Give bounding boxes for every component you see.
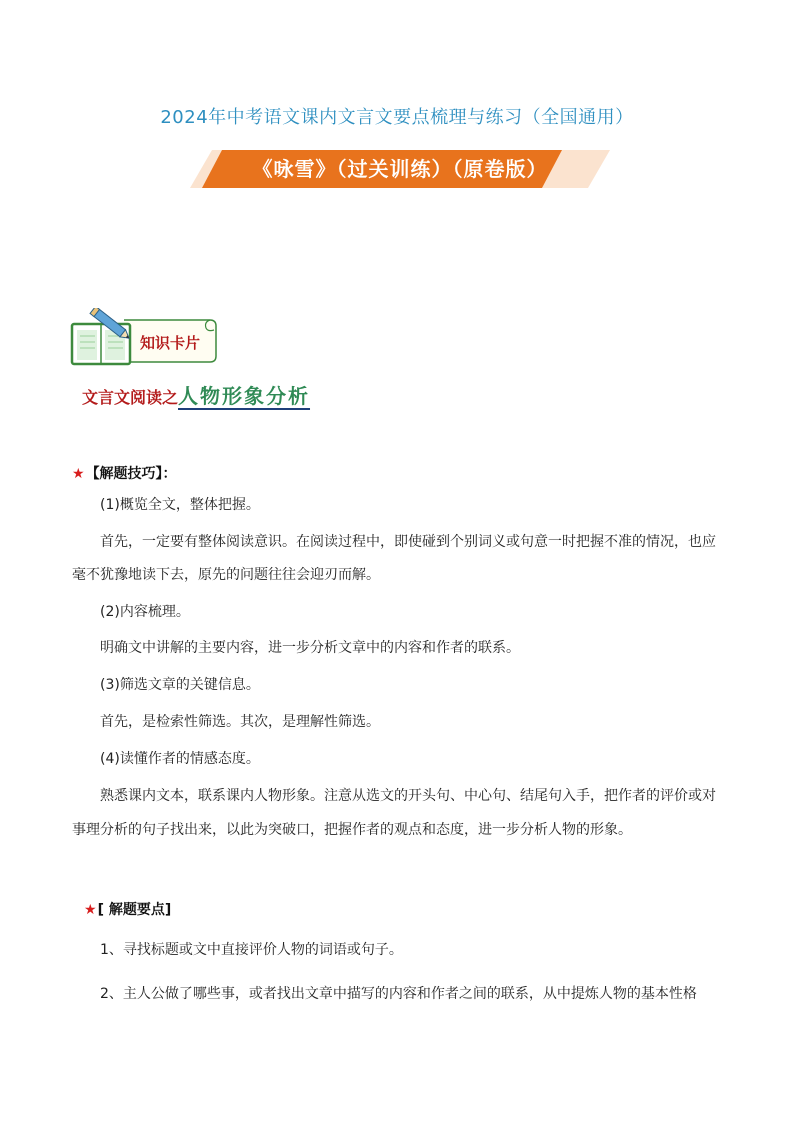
section-subheading (82, 380, 310, 408)
paragraph-line: 首先，是检索性筛选。其次，是理解性筛选。 (100, 714, 380, 730)
paragraph-line: 熟悉课内文本，联系课内人物形象。注意从选文的开头句、中心句、结尾句入手，把作者的评价或对 (100, 788, 716, 804)
knowledge-card-badge (68, 308, 218, 370)
paragraph-line: (1)概览全文，整体把握。 (100, 497, 260, 513)
paragraph-line: (4)读懂作者的情感态度。 (100, 751, 260, 767)
title-banner (190, 150, 610, 188)
tips-heading-text: 【解题技巧】： (85, 466, 177, 482)
knowledge-card-label: 知识卡片 (140, 334, 201, 352)
paragraph-line: 首先，一定要有整体阅读意识。在阅读过程中，即使碰到个别词义或句意一时把握不准的情况，也应 (100, 534, 716, 550)
paragraph-line: 明确文中讲解的主要内容，进一步分析文章中的内容和作者的联系。 (100, 640, 520, 656)
tips-heading (72, 463, 177, 483)
paragraph-line: 事理分析的句子找出来，以此为突破口，把握作者的观点和态度，进一步分析人物的形象。 (72, 822, 632, 838)
subheading-prefix: 文言文阅读之 (82, 388, 179, 407)
document-title: 2024年中考语文课内文言文要点梳理与练习（全国通用） (160, 107, 634, 128)
paragraph-line: 2、主人公做了哪些事，或者找出文章中描写的内容和作者之间的联系，从中提炼人物的基本性格 (100, 986, 697, 1002)
key-points-heading (84, 899, 171, 919)
star-icon: ★ (72, 466, 85, 482)
key-points-heading-text: [ 解题要点] (97, 902, 172, 918)
paragraph-line: (2)内容梳理。 (100, 604, 190, 620)
subheading-topic: 人物形象分析 (178, 384, 311, 408)
banner-title: 《咏雪》（过关训练）（原卷版） (252, 157, 548, 181)
paragraph-line: (3)筛选文章的关键信息。 (100, 677, 260, 693)
paragraph-line: 1、寻找标题或文中直接评价人物的词语或句子。 (100, 942, 403, 958)
star-icon: ★ (84, 902, 97, 918)
paragraph-line: 毫不犹豫地读下去，原先的问题往往会迎刃而解。 (72, 567, 380, 583)
